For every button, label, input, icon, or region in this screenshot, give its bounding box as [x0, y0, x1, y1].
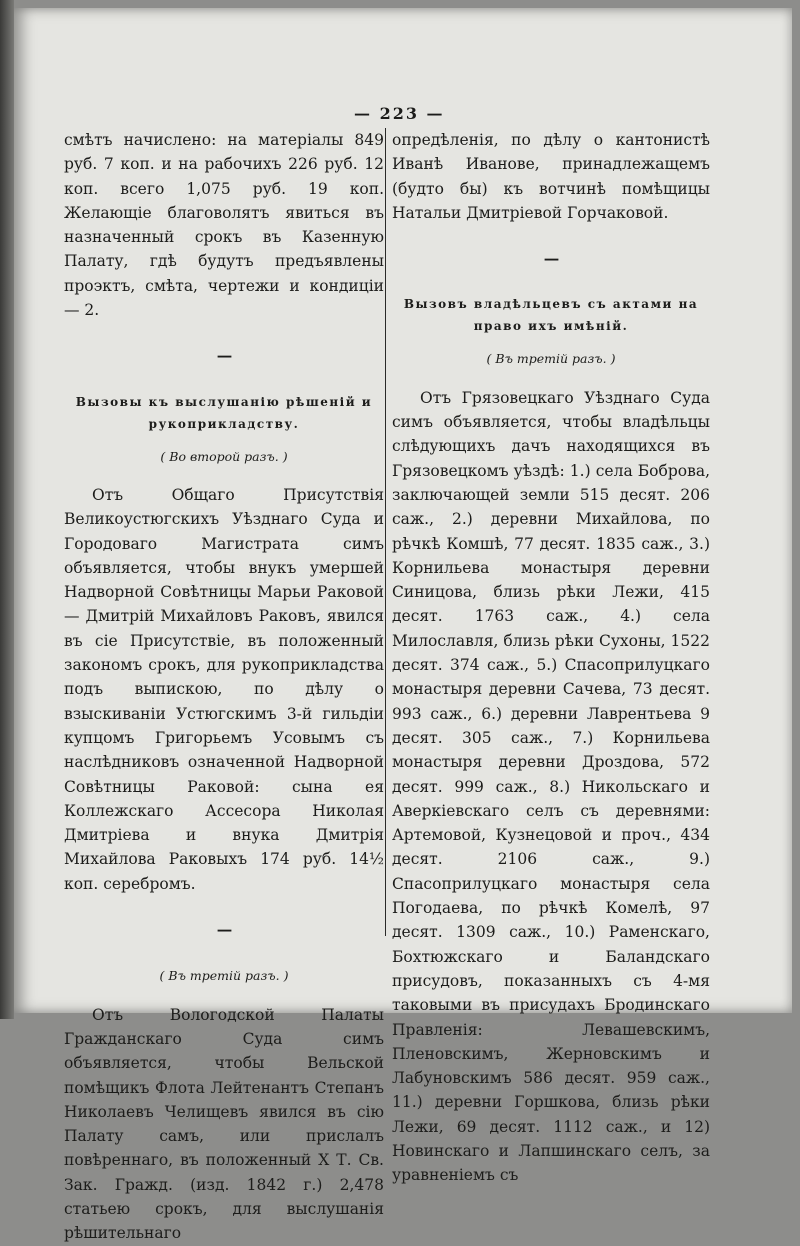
book-spine-shadow [0, 0, 14, 1019]
section-separator: — [216, 346, 232, 366]
left-column [64, 128, 384, 1246]
column-divider [385, 128, 386, 936]
section-subheading: ( Въ третій разъ. ) [159, 968, 289, 984]
section-heading-summons: Вызовы къ выслушанію рѣшеній и рукоприкладству. [75, 394, 373, 431]
right-paragraph-2: Отъ Грязовецкаго Уѣзднаго Суда симъ объявляется, чтобы владѣльцы слѣдующихъ дачъ находящихся въ Грязовецкомъ уѣздѣ: 1.) села Боброва, заключающей земли 515 десят. 206 саж., 2.) деревни Михайлова, по рѣчкѣ Комшѣ, 77 десят. 1835 саж., 3.) Корнильева монастыря деревни Синицова, близь рѣки Лежи, 415 десят. 1763 саж., 4.) села Милославля, близь рѣки Сухоны, 1522 десят. 374 саж., 5.) Спасоприлуцкаго монастыря деревни Сачева, 73 десят. 993 саж., 6.) деревни Лаврентьева 9 десят. 305 саж., 7.) Корнильева монастыря деревни Дроздова, 572 десят. 999 саж., 8.) Никольскаго и Аверкіевскаго селъ съ деревнями: Артемовой, Кузнецовой и проч., 434 десят. 2106 саж., 9.) Спасоприлуцкаго монастыря села Погодаева, по рѣчкѣ Комелѣ, 97 десят. 1309 саж., 10.) Раменскаго, Бохтюжскаго и Баландскаго присудовъ, показанныхъ съ 4-мя таковыми въ присудахъ Бродинскаго Правленія: Левашевскимъ, Пленовскимъ, Жерновскимъ и Лабуновскимъ 586 десят. 959 саж., 11.) деревни Горшкова, близь рѣки Лежи, 69 десят. 1112 саж., и 12) Новинскаго и Лапшинскаго селъ, за уравненіемъ съ [392, 388, 710, 1185]
section-subheading: ( Во второй разъ. ) [160, 448, 288, 464]
section-separator: — [216, 920, 232, 940]
left-paragraph-1: смѣтъ начислено: на матеріалы 849 руб. 7 коп. и на рабочихъ 226 руб. 12 коп. всего 1,075 руб. 19 коп. Желающіе благоволятъ явиться въ назначенный срокъ въ Казенную Палату, гдѣ будутъ предъявлены проэктъ, смѣта, чертежи и кондиціи — 2. [64, 131, 384, 320]
page-number: — 223 — [354, 104, 445, 123]
section-separator: — [543, 249, 559, 269]
right-column [392, 128, 710, 1188]
section-heading-owners: Вызовъ владѣльцевъ съ актами на право ихъ имѣній. [403, 297, 699, 334]
right-paragraph-1: опредѣленія, по дѣлу о кантонистѣ Иванѣ Иванове, принадлежащемъ (будто бы) къ вотчинѣ помѣщицы Натальи Дмитріевой Горчаковой. [392, 131, 710, 222]
left-paragraph-3: Отъ Вологодской Палаты Гражданскаго Суда симъ объявляется, чтобы Вельской помѣщикъ Флота Лейтенантъ Степанъ Николаевъ Челищевъ явился въ сію Палату самъ, или прислалъ повѣреннаго, въ положенный X Т. Св. Зак. Гражд. (изд. 1842 г.) 2,478 статьею срокъ, для выслушанія рѣшительнаго [64, 1005, 384, 1243]
left-paragraph-2: Отъ Общаго Присутствія Великоустюгскихъ Уѣзднаго Суда и Городоваго Магистрата симъ объявляется, чтобы внукъ умершей Надворной Совѣтницы Марьи Раковой — Дмитрій Михайловъ Раковъ, явился въ сіе Присутствіе, въ положенный закономъ срокъ, для рукоприкладства подъ выпискою, по дѣлу о взыскиваніи Устюгскимъ 3-й гильдіи купцомъ Григорьемъ Усовымъ съ наслѣдниковъ означенной Надворной Совѣтницы Раковой: сына ея Коллежскаго Ассесора Николая Дмитріева и внука Дмитрія Михайлова Раковыхъ 174 руб. 14½ коп. серебромъ. [64, 485, 384, 893]
section-subheading: ( Въ третій разъ. ) [486, 351, 616, 367]
